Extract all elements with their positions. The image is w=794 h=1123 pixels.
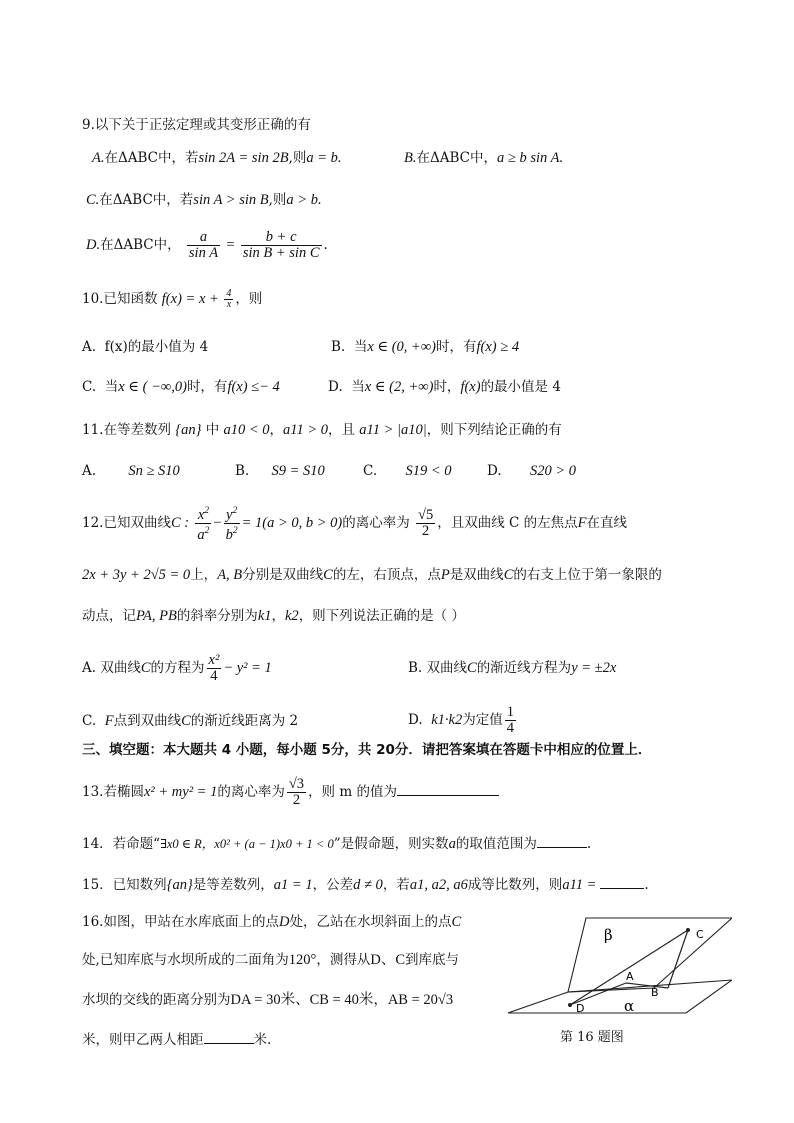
q9-option-c	[86, 190, 322, 210]
q9-c-text2: ,则	[268, 192, 287, 208]
q12-l2-ab: A, B	[217, 567, 243, 583]
q11-d-math: S20 > 0	[529, 463, 576, 479]
label-alpha: α	[624, 997, 635, 1015]
q12-a-C: C	[140, 660, 151, 676]
segment-dc	[570, 930, 688, 1005]
q9-c-math2: a > b.	[286, 192, 322, 208]
q12-y-sup: 2	[232, 506, 238, 517]
q15-m3: a1, a2, a6	[409, 877, 468, 893]
q10-d-math1: x ∈ (2, +∞)	[364, 379, 434, 395]
q10-option-d	[328, 377, 561, 397]
q13-math: x² + my² = 1	[143, 784, 218, 800]
q12-option-b	[408, 658, 616, 678]
q12-l2-C: C	[323, 567, 333, 583]
q12-l3-k1: k1	[257, 608, 272, 624]
q12-x: x	[197, 507, 205, 523]
q12-b-math: y = ±2x	[571, 660, 617, 676]
q11-c-math: S19 < 0	[405, 463, 452, 479]
q14-a: a	[448, 836, 456, 852]
q9-c-math1: sin A > sin B	[193, 192, 269, 208]
q12-l2-t3: 的左，右顶点，点	[332, 567, 441, 583]
point-d	[568, 1003, 572, 1007]
q9-b-text1: 在ΔABC中，	[416, 150, 497, 166]
q12-y-fraction	[224, 504, 240, 543]
q15	[82, 874, 649, 895]
q12-e-fraction	[416, 508, 435, 539]
q11-option-b	[235, 461, 325, 481]
q12-c-label: C.	[82, 713, 97, 729]
q12-y-den	[224, 524, 240, 543]
q13-answer-blank[interactable]	[397, 781, 499, 796]
q9-d-fraction2	[241, 230, 322, 261]
q11-comma1: ，	[269, 422, 284, 438]
label-d: D	[576, 1002, 585, 1015]
q12-b-sup: 2	[232, 526, 238, 536]
q16-l1b: 处，乙站在水坝斜面上的点	[289, 914, 452, 930]
q9-option-a	[92, 148, 342, 168]
q9-stem: 9.以下关于正弦定理或其变形正确的有	[82, 117, 311, 133]
q12-d-den: 4	[506, 720, 514, 736]
q13-mid: 的离心率为	[217, 784, 285, 800]
q11-mid1: 中	[205, 422, 220, 438]
q9-option-b	[404, 148, 563, 168]
q10-option-c	[82, 377, 280, 397]
q13	[82, 772, 499, 812]
q11-d-label: D.	[487, 463, 502, 479]
q12-d-num: 1	[506, 704, 514, 720]
q11-option-a	[82, 461, 180, 481]
q12-a-rest: − y² = 1	[223, 660, 272, 676]
q12-stem-line3	[82, 606, 465, 626]
q12-x-den	[195, 524, 211, 543]
q12-l3-t3: ，则下列说法正确的是（ ）	[298, 608, 465, 624]
q15-t3: ，若	[382, 877, 410, 893]
q10-fden: x	[226, 299, 232, 310]
q9-d-num2: b + c	[241, 230, 322, 246]
section-3-heading: 三、填空题：本大题共 4 小题，每小题 5分，共 20分．请把答案填在答题卡中相应的位置上．	[82, 742, 652, 758]
q10-d-text3: 的最小值是 4	[480, 379, 561, 395]
q16-l4a: 米，则甲乙两人相距	[82, 1032, 204, 1048]
q16-l2m: 120°	[288, 952, 317, 968]
q9-option-d	[86, 228, 328, 262]
q14-end: .	[586, 836, 592, 852]
q12-x-num	[195, 504, 211, 524]
q10-b-math1: x ∈ (0, +∞)	[367, 339, 437, 355]
q12-l2-t5: 的右支上位于第一象限的	[513, 567, 662, 583]
q12-a: a	[197, 526, 205, 543]
q11-cond2: a11 > 0	[283, 422, 328, 438]
q15-m4: a11 =	[562, 877, 597, 893]
q11-b-math: S9 = S10	[271, 463, 325, 479]
q16-line1	[82, 912, 461, 932]
q16-figure-caption: 第 16 题图	[560, 1030, 624, 1045]
q12-line-eq: 2x + 3y + 2√5 = 0	[82, 567, 191, 583]
q15-t4: 成等比数列，则	[467, 877, 563, 893]
q11-seq: {an}	[175, 422, 202, 438]
q10-c-text2: 时，有	[186, 379, 228, 395]
q15-m1: a1 = 1	[273, 877, 313, 893]
q13-den: 2	[292, 792, 301, 808]
q12-l2-P: P	[440, 567, 450, 583]
q12-minus: −	[213, 515, 222, 531]
q12-a-num: x²	[208, 652, 220, 668]
q9-d-eq: =	[226, 237, 235, 253]
q16-line2	[82, 950, 459, 970]
q12-stem-line1	[82, 502, 627, 544]
q11-cond1: a10 < 0	[223, 422, 270, 438]
q12-l2-C2: C	[503, 567, 514, 583]
label-c: C	[696, 928, 704, 941]
q9-d-den2: sin B + sin C	[242, 245, 320, 261]
q12-a-label: A.	[82, 660, 97, 676]
q12-b-text2: 的渐近线方程为	[476, 660, 572, 676]
q14-post: 的取值范围为	[455, 836, 537, 852]
q12-a-sup: 2	[204, 526, 210, 536]
q12-y: y	[226, 507, 233, 523]
q12-l2-t2: 分别是双曲线	[242, 567, 324, 583]
q9-a-math1: sin 2A = sin 2B	[198, 150, 289, 166]
q10-a-text: f(x)的最小值为 4	[104, 339, 209, 355]
q12-l2-t1: 上，	[190, 567, 218, 583]
q12-c-colon: C :	[170, 515, 190, 531]
q16-l2b: ，测得从	[316, 952, 371, 968]
q14-math: ∃x0 ∈ R，x0² + (a − 1)x0 + 1 < 0	[160, 837, 334, 851]
q16-l2d: 到库底与	[405, 952, 460, 968]
q15-pre: 15．已知数列	[82, 877, 167, 893]
q9-a-math2: a = b.	[306, 150, 342, 166]
q12-l3-pa-pb: PA, PB	[136, 608, 177, 624]
q12-d-fraction	[505, 705, 516, 736]
q12-option-a	[82, 650, 272, 686]
point-c	[686, 928, 690, 932]
q10-c-label: C.	[82, 379, 97, 395]
q10-b-math2: f(x) ≥ 4	[476, 339, 520, 355]
q10-option-a	[82, 337, 208, 357]
q12-d-math: k1·k2	[431, 712, 463, 728]
q10-stem-pre: 10.已知函数	[82, 291, 158, 307]
q10-d-text1: 当	[351, 379, 365, 395]
q12-b-C: C	[467, 660, 477, 676]
q16-l2c: D、C	[370, 952, 406, 968]
q12-c-text2: 的渐近线距离为 2	[190, 713, 299, 729]
q9-c-label: C.	[86, 192, 100, 208]
q9-b-label: B.	[404, 150, 417, 166]
q9-d-den1: sin A	[188, 245, 219, 261]
q13-post: ，则 m 的值为	[308, 784, 397, 800]
q10-stem	[82, 286, 262, 312]
q9-d-label: D.	[86, 237, 101, 253]
q9-c-text1: 在ΔABC中，若	[99, 192, 194, 208]
q14-mid: ”是假命题，则实数	[333, 836, 449, 852]
q9-a-text2: ,则	[288, 150, 307, 166]
q12-a-text2: 的方程为	[150, 660, 205, 676]
q9-a-label: A.	[92, 150, 105, 166]
q11-b-label: B.	[235, 463, 250, 479]
q15-m2: d ≠ 0	[353, 877, 383, 893]
q12-b-text1: 双曲线	[426, 660, 468, 676]
q15-t1: 是等差数列，	[192, 877, 274, 893]
q12-e-num: √5	[418, 507, 434, 523]
q12-mid: 的离心率为	[342, 515, 410, 531]
q11-option-c	[363, 461, 451, 481]
q14-answer-blank[interactable]	[537, 833, 587, 848]
q12-e-den: 2	[422, 523, 430, 539]
q12-option-c	[82, 711, 298, 731]
q14-pre: 14．若命题“	[82, 836, 161, 852]
q9-d-end: .	[323, 237, 328, 253]
q12-l3-sep: ，	[271, 608, 285, 624]
q15-end: .	[644, 877, 649, 893]
q12-post: ，且双曲线 C 的左焦点	[437, 515, 578, 531]
segment-bc	[668, 930, 688, 988]
q10-d-math2: f(x)	[460, 379, 481, 395]
q16-l1C: C	[451, 914, 462, 930]
q12-c-text1: 点到双曲线	[113, 713, 182, 729]
q16-l3m: DA = 30米、CB = 40米，AB = 20√3	[230, 992, 454, 1008]
q12-x-fraction	[195, 504, 211, 543]
q16-figure	[508, 908, 732, 1020]
q16-l3a: 水坝的交线的距离分别为	[82, 992, 231, 1008]
q10-func: f(x) = x +	[161, 291, 223, 307]
q16-l1a: 16.如图，甲站在水库底面上的点	[82, 914, 279, 930]
q13-pre: 13.若椭圆	[82, 784, 144, 800]
q10-b-label: B.	[331, 339, 346, 355]
q11-a-label: A.	[82, 463, 97, 479]
q9-a-text1: 在ΔABC中，若	[104, 150, 199, 166]
q12-option-d	[408, 702, 518, 738]
q10-d-label: D.	[328, 379, 343, 395]
q11-stem	[82, 420, 562, 440]
q15-seq: {an}	[166, 877, 193, 893]
q11-mid2: ，且	[328, 422, 355, 438]
q10-b-text1: 当	[353, 339, 368, 355]
q16-line3	[82, 990, 453, 1010]
q9-d-text1: 在ΔABC中，	[100, 237, 181, 253]
q10-b-text2: 时，有	[436, 339, 477, 355]
q15-t2: ，公差	[312, 877, 354, 893]
q12-a-text1: 双曲线	[100, 660, 141, 676]
label-b: B	[651, 986, 659, 999]
q10-c-math2: f(x) ≤− 4	[227, 379, 280, 395]
q12-a-den: 4	[210, 668, 218, 684]
q12-post2: 在直线	[586, 515, 628, 531]
q9-d-num1: a	[187, 230, 220, 246]
q12-d-text1: 为定值	[462, 712, 503, 728]
q16-l4b: 米.	[253, 1032, 272, 1048]
q10-c-math1: x ∈ ( −∞,0)	[118, 379, 187, 395]
q12-d-label: D.	[408, 712, 423, 728]
q14	[82, 833, 591, 854]
q12-a-fraction	[207, 653, 222, 684]
q11-a-math: Sn ≥ S10	[128, 463, 180, 479]
q11-option-d	[487, 461, 576, 481]
q12-stem-line2	[82, 565, 662, 585]
q11-stem-pre: 11.在等差数列	[82, 422, 171, 438]
label-a: A	[626, 970, 634, 983]
q12-l3-t1: 动点，记	[82, 608, 136, 624]
q16-l1D: D	[278, 914, 290, 930]
q11-c-label: C.	[363, 463, 378, 479]
label-beta: β	[604, 926, 613, 944]
q12-c-F: F	[104, 713, 114, 729]
q16-answer-blank[interactable]	[204, 1029, 254, 1044]
plane-beta	[568, 918, 732, 992]
q10-d-text2: 时，	[433, 379, 461, 395]
q12-y-num	[224, 504, 240, 524]
q12-b-label: B.	[408, 660, 423, 676]
q10-c-text1: 当	[104, 379, 119, 395]
q12-l3-t2: 的斜率分别为	[176, 608, 258, 624]
q12-b: b	[225, 526, 233, 543]
q13-num: √3	[288, 776, 305, 792]
q12-F: F	[577, 515, 587, 531]
q11-stem-post: ，则下列结论正确的有	[426, 422, 562, 438]
q11-cond3: a11 > |a10|	[359, 422, 427, 438]
q10-option-b	[331, 337, 519, 357]
q9-b-math1: a ≥ b sin A.	[496, 150, 564, 166]
q12-stem-pre: 12.已知双曲线	[82, 515, 171, 531]
q12-l3-k2: k2	[285, 608, 299, 624]
q10-a-label: A.	[82, 339, 97, 355]
q15-answer-blank[interactable]	[600, 874, 644, 889]
q16-l2a: 处,已知库底与水坝所成的二面角为	[82, 952, 289, 968]
q12-x-sup: 2	[204, 506, 209, 517]
q13-fraction	[287, 777, 306, 808]
q12-c-C: C	[181, 713, 191, 729]
q9-d-fraction1	[187, 230, 220, 261]
q10-fnum: 4	[226, 288, 232, 299]
q12-l2-t4: 是双曲线	[449, 567, 504, 583]
q10-stem-post: ，则	[235, 291, 263, 307]
q16-line4	[82, 1029, 271, 1050]
q10-fraction	[224, 289, 233, 310]
q12-eq-end: = 1(a > 0, b > 0)	[241, 515, 343, 531]
